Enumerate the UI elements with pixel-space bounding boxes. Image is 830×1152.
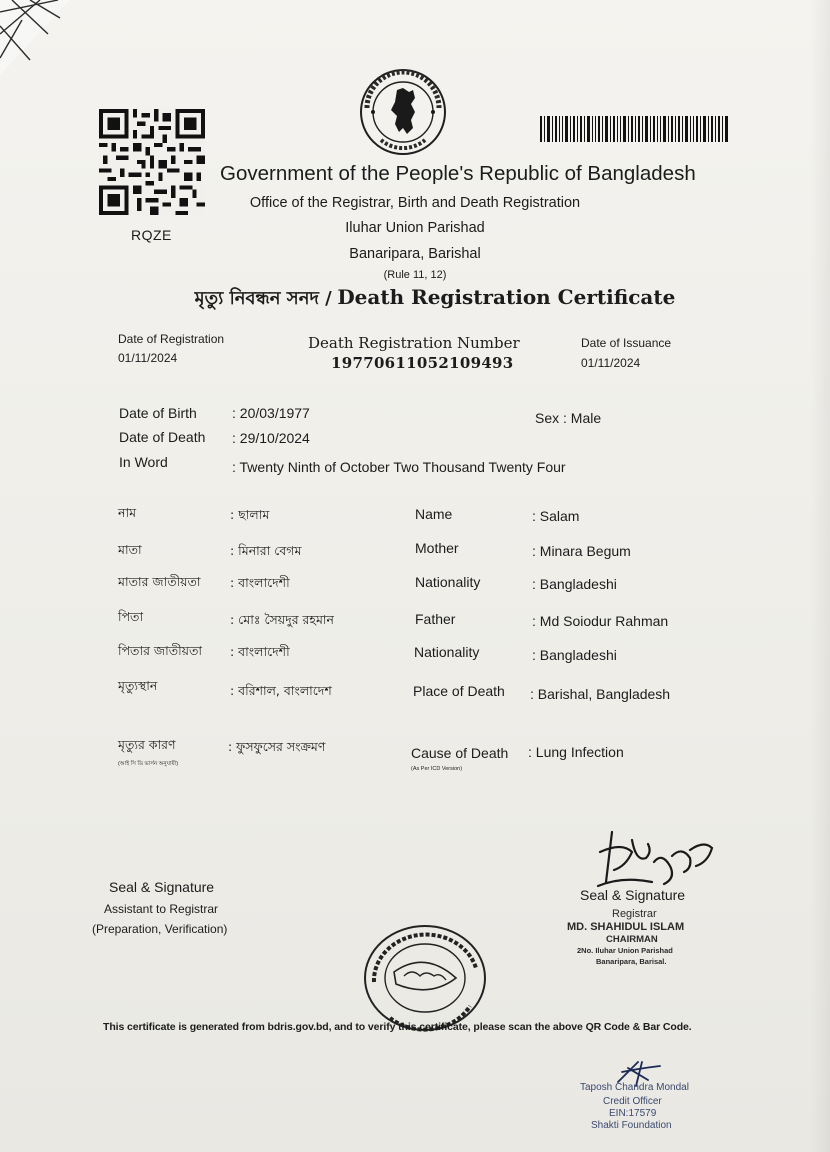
date-of-issuance-label: Date of Issuance xyxy=(581,336,672,350)
bn-cause-note: (আই সি ডি ভার্সন অনুযায়ী) xyxy=(118,761,179,767)
government-title: Government of the People's Republic of Bangladesh xyxy=(220,162,696,185)
left-signatory-detail: (Preparation, Verification) xyxy=(92,922,228,936)
union-parishad-round-seal xyxy=(360,922,490,1032)
bn-value-father: : মোঃ সৈয়দুর রহমান xyxy=(230,612,335,627)
rule-reference: (Rule 11, 12) xyxy=(383,269,447,281)
credit-officer-name: Taposh Chandra Mondal xyxy=(580,1082,689,1093)
bn-label-mother-nationality: মাতার জাতীয়তা xyxy=(118,574,201,589)
en-label-name: Name xyxy=(415,506,453,522)
grid-paper-corner xyxy=(0,0,70,75)
date-of-registration-label: Date of Registration xyxy=(118,332,225,346)
bn-label-cause-of-death: মৃত্যুর কারণ xyxy=(118,737,176,752)
bn-value-place-of-death: : বরিশাল, বাংলাদেশ xyxy=(230,683,332,698)
bn-label-father-nationality: পিতার জাতীয়তা xyxy=(118,643,203,658)
en-value-name: : Salam xyxy=(532,508,580,524)
left-seal-signature-heading: Seal & Signature xyxy=(109,879,215,895)
en-label-mother: Mother xyxy=(415,540,459,556)
credit-officer-ein: EIN:17579 xyxy=(609,1108,657,1119)
registrar-role: Registrar xyxy=(612,908,657,920)
registrar-place: Banaripara, Barisal. xyxy=(596,957,667,966)
page-fold-shadow xyxy=(810,0,830,1152)
barcode[interactable] xyxy=(540,116,728,142)
en-value-place-of-death: : Barishal, Bangladesh xyxy=(530,686,671,702)
date-of-issuance-value: 01/11/2024 xyxy=(581,356,641,370)
date-of-death-label: Date of Death xyxy=(119,429,206,445)
bn-label-place-of-death: মৃত্যুস্থান xyxy=(118,678,158,693)
en-value-father: : Md Soiodur Rahman xyxy=(532,613,669,629)
bn-label-name: নাম xyxy=(118,505,137,520)
credit-officer-role: Credit Officer xyxy=(603,1096,662,1107)
en-label-cause-of-death: Cause of Death xyxy=(411,745,509,761)
location-name: Banaripara, Barishal xyxy=(349,246,481,262)
in-word-label: In Word xyxy=(119,454,168,470)
en-value-cause-of-death: : Lung Infection xyxy=(528,744,624,760)
credit-officer-organization: Shakti Foundation xyxy=(591,1120,672,1131)
registrar-name: MD. SHAHIDUL ISLAM xyxy=(567,921,685,933)
en-label-place-of-death: Place of Death xyxy=(413,683,505,699)
date-of-birth-value: : 20/03/1977 xyxy=(232,405,310,421)
certificate-title xyxy=(0,284,830,315)
en-value-mother-nationality: : Bangladeshi xyxy=(532,576,617,592)
en-cause-note: (As Per ICD Version) xyxy=(411,766,463,772)
government-emblem-seal xyxy=(359,68,447,156)
qr-caption: RQZE xyxy=(131,227,172,243)
en-label-father-nationality: Nationality xyxy=(414,644,480,660)
en-label-mother-nationality: Nationality xyxy=(415,574,481,590)
bn-label-mother: মাতা xyxy=(118,542,142,557)
registrar-organization: 2No. Iluhar Union Parishad xyxy=(577,946,673,955)
office-name: Office of the Registrar, Birth and Death Registration xyxy=(249,195,581,211)
registration-number-label: Death Registration Number xyxy=(308,334,520,352)
certificate-title-bn: মৃত্যু নিবন্ধন সনদ / xyxy=(194,288,332,309)
certificate-title-en: Death Registration Certificate xyxy=(337,285,676,309)
en-label-father: Father xyxy=(415,611,456,627)
bn-label-father: পিতা xyxy=(118,609,144,624)
registrar-title: CHAIRMAN xyxy=(606,934,658,945)
in-word-value: : Twenty Ninth of October Two Thousand Twenty Four xyxy=(232,459,566,475)
union-name: Iluhar Union Parishad xyxy=(345,220,485,236)
en-value-mother: : Minara Begum xyxy=(532,543,631,559)
bn-value-cause-of-death: : ফুসফুসের সংক্রমণ xyxy=(228,739,326,754)
registration-number-value: 19770611052109493 xyxy=(331,354,514,372)
right-seal-signature-heading: Seal & Signature xyxy=(580,887,686,903)
date-of-death-value: : 29/10/2024 xyxy=(232,430,310,446)
bn-value-name: : ছালাম xyxy=(230,507,270,522)
date-of-registration-value: 01/11/2024 xyxy=(118,351,178,365)
verification-note: This certificate is generated from bdris.gov.bd, and to verify this certificate, please scan the above QR Code & Bar Code. xyxy=(103,1021,692,1033)
en-value-father-nationality: : Bangladeshi xyxy=(532,647,617,663)
bn-value-mother: : মিনারা বেগম xyxy=(230,543,302,558)
bn-value-father-nationality: : বাংলাদেশী xyxy=(230,644,290,659)
date-of-birth-label: Date of Birth xyxy=(119,405,197,421)
left-signatory-role: Assistant to Registrar xyxy=(104,902,219,916)
sex-value: Sex : Male xyxy=(535,410,602,426)
bn-value-mother-nationality: : বাংলাদেশী xyxy=(230,575,290,590)
